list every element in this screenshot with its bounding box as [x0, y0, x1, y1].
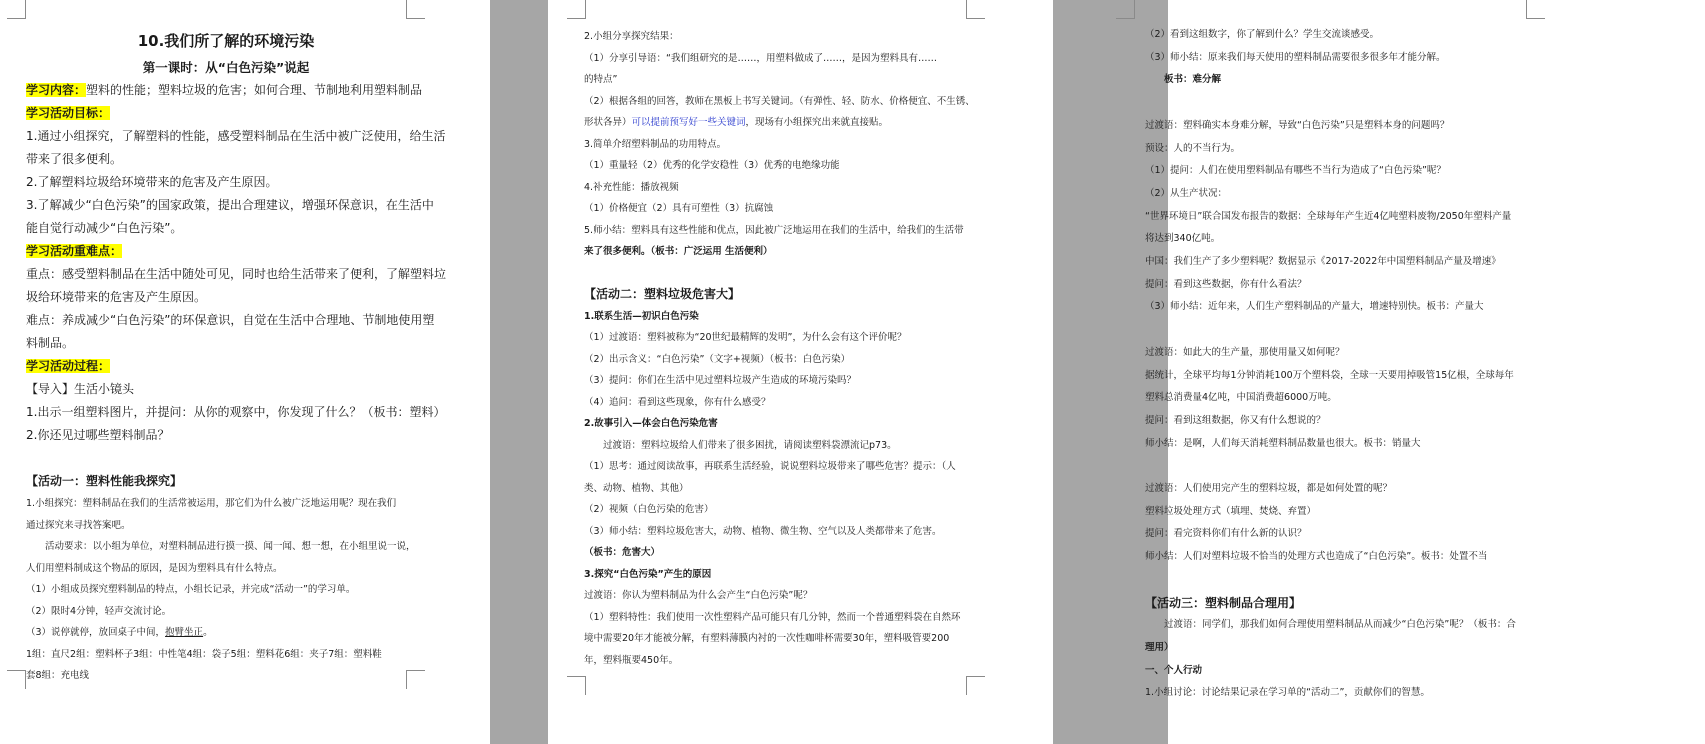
paragraph-line: 1.通过小组探究，了解塑料的性能，感受塑料制品在生活中被广泛使用，给生活	[26, 129, 446, 143]
paragraph-line: 据统计，全球平均每1分钟消耗100万个塑料袋，全球一天要用掉吸管15亿根，全球每年	[1145, 369, 1514, 381]
text-run: ，现场有小组探究出来就直接贴。	[745, 117, 889, 128]
goals-heading	[26, 102, 426, 125]
paragraph-line: 中国：我们生产了多少塑料呢？数据显示《2017-2022年中国塑料制品产量及增速》	[1145, 256, 1501, 268]
paragraph-line: （2）看到这组数字，你了解到什么？学生交流谈感受。	[1145, 29, 1380, 40]
paragraph-line: （4）追问：看到这些现象，你有什么感受？	[584, 396, 771, 408]
crop-mark	[406, 0, 425, 19]
paragraph-line: 2.小组分享探究结果：	[584, 31, 679, 42]
highlight-label: 学习内容：	[26, 83, 87, 97]
paragraph-line: 的特点”	[584, 74, 618, 85]
paragraph-line: 活动要求：以小组为单位，对塑料制品进行摸一摸、闻一闻、想一想，在小组里说一说，	[45, 541, 416, 552]
crop-mark	[7, 670, 26, 689]
paragraph-line: 5.师小结：塑料具有这些性能和优点，因此被广泛地运用在我们的生活中，给我们的生活带	[584, 224, 964, 236]
paragraph-line: 3.了解减少“白色污染”的国家政策，提出合理建议，增强环保意识，在生活中	[26, 198, 434, 212]
crop-mark	[966, 676, 985, 695]
paragraph-line: 1.小组讨论：讨论结果记录在学习单的“活动二”，贡献你们的智慧。	[1145, 687, 1430, 699]
paragraph-line: （1）分享引导语：“我们组研究的是……，用塑料做成了……，是因为塑料具有……	[584, 52, 937, 64]
paragraph-line: （1）价格便宜（2）具有可塑性（3）抗腐蚀	[584, 203, 774, 214]
document-title: 10.我们所了解的环境污染	[137, 32, 315, 50]
paragraph-line: 1.出示一组塑料图片，并提问：从你的观察中，你发现了什么？（板书：塑料）	[26, 405, 446, 419]
paragraph-line: 过渡语：塑料确实本身难分解，导致“白色污染”只是塑料本身的问题吗？	[1145, 119, 1450, 131]
paragraph-line: （2）根据各组的回答，教师在黑板上书写关键词。（有弹性、轻、防水、价格便宜、不生锈、	[584, 95, 975, 107]
paragraph-line: 1组：直尺2组：塑料杯子3组：中性笔4组：袋子5组：塑料花6组：夹子7组：塑料鞋	[26, 648, 382, 660]
paragraph-line: 塑料垃圾处理方式（填埋、焚烧、弃置）	[1145, 505, 1317, 517]
paragraph-line: 通过探究来寻找答案吧。	[26, 519, 131, 531]
paragraph-line: 理用）	[1145, 641, 1174, 653]
paragraph-line: 提问：看完资料你们有什么新的认识？	[1145, 528, 1307, 540]
highlight-label: 学习活动过程：	[26, 359, 111, 373]
board-note: 板书：难分解	[1164, 74, 1222, 86]
section-heading: 【活动三：塑料制品合理用】	[1145, 595, 1302, 610]
paragraph-line: （1）小组成员探究塑料制品的特点，小组长记录，并完成“活动一”的学习单。	[26, 584, 356, 595]
paragraph-line: （3）提问：你们在生活中见过塑料垃圾产生造成的环境污染吗？	[584, 375, 857, 386]
paragraph-line: 师小结：人们对塑料垃圾不恰当的处理方式也造成了“白色污染”。板书：处置不当	[1145, 551, 1488, 563]
document-page-1[interactable]	[0, 0, 490, 744]
process-heading	[26, 355, 426, 378]
crop-mark	[1526, 0, 1545, 19]
paragraph-line	[584, 112, 984, 134]
paragraph-line	[26, 622, 426, 644]
paragraph-line: 境中需要20年才能被分解，有塑料薄膜内衬的一次性咖啡杯需要30年，塑料吸管要200	[584, 633, 950, 644]
subsection-heading: 2.故事引入—体会白色污染危害	[584, 418, 718, 429]
paragraph-line: 难点：养成减少“白色污染”的环保意识，自觉在生活中合理地、节制地使用塑	[26, 313, 435, 327]
paragraph-line: 3.简单介绍塑料制品的功用特点。	[584, 138, 727, 150]
paragraph-line: 提问：看到这组数据，你又有什么想说的？	[1145, 414, 1326, 426]
subsection-heading: 一、个人行动	[1145, 664, 1203, 676]
paragraph-line: （3）师小结：塑料垃圾危害大，动物、植物、微生物、空气以及人类都带来了危害。	[584, 525, 942, 537]
empty-line	[1145, 569, 1570, 592]
crop-mark	[966, 0, 985, 19]
highlight-label: 学习活动目标：	[26, 106, 111, 120]
blue-note-text: 可以提前预写好一些关键词	[631, 117, 746, 128]
text-run: （3）说停就停，放回桌子中间，	[26, 627, 166, 638]
paragraph-line: （板书：危害大）	[584, 547, 661, 558]
text-run: 塑料的性能；塑料垃圾的危害；如何合理、节制地利用塑料制品	[86, 83, 423, 97]
lesson-subtitle: 第一课时：从“白色污染”说起	[142, 60, 310, 75]
underlined-text: 抱臂坐正	[165, 627, 204, 638]
subsection-heading: 1.联系生活—初识白色污染	[584, 310, 699, 322]
paragraph-line: 1.小组探究：塑料制品在我们的生活常被运用，那它们为什么被广泛地运用呢？现在我们	[26, 498, 397, 509]
page-1-text	[26, 26, 447, 687]
paragraph-line: （2）视频（白色污染的危害）	[584, 504, 714, 515]
paragraph-line: “世界环境日”联合国发布报告的数据：全球每年产生近4亿吨塑料废物/2050年塑料产量	[1145, 210, 1512, 222]
paragraph-line: 提问：看到这些数据，你有什么看法？	[1145, 278, 1307, 290]
paragraph-line: 类、动物、植物、其他）	[584, 482, 689, 494]
paragraph-line: 2.你还见过哪些塑料制品？	[26, 428, 170, 442]
page-gap-left	[490, 0, 548, 744]
crop-mark	[567, 676, 586, 695]
paragraph-line: （1）重量轻（2）优秀的化学安稳性（3）优秀的电绝缘功能	[584, 160, 840, 171]
crop-mark	[7, 0, 26, 19]
paragraph-line: 预设：人的不当行为。	[1145, 142, 1241, 154]
paragraph-line: 过渡语：同学们，那我们如何合理使用塑料制品从而减少“白色污染”呢？（板书：合	[1164, 619, 1516, 631]
paragraph-line: 能自觉行动减少“白色污染”。	[26, 221, 183, 235]
paragraph-line: 2.了解塑料垃圾给环境带来的危害及产生原因。	[26, 175, 278, 189]
crop-mark	[567, 0, 586, 19]
paragraph-line: 人们用塑料制成这个物品的原因，是因为塑料具有什么特点。	[26, 562, 283, 574]
paragraph-line: （1）过渡语：塑料被称为“20世纪最精辉的发明”，为什么会有这个评价呢？	[584, 332, 907, 343]
paragraph-line: （1）思考：通过阅读故事，再联系生活经验，说说塑料垃圾带来了哪些危害？提示：（人	[584, 461, 956, 472]
paragraph-line: （1）塑料特性：我们使用一次性塑料产品可能只有几分钟，然而一个普通塑料袋在自然环	[584, 611, 961, 623]
page-2-text	[584, 26, 984, 671]
empty-line	[1145, 319, 1570, 342]
empty-line	[1145, 455, 1570, 478]
empty-line	[584, 263, 984, 285]
content-line	[26, 79, 426, 102]
subsection-heading: 3.探究“白色污染”产生的原因	[584, 568, 712, 580]
paragraph-line: 带来了很多便利。	[26, 152, 123, 166]
paragraph-line: （2）限时4分钟，轻声交流讨论。	[26, 605, 172, 617]
paragraph-line: （2）从生产状况：	[1145, 187, 1228, 199]
text-run: 形状各异）	[584, 117, 632, 128]
paragraph-line: 圾给环境带来的危害及产生原因。	[26, 290, 207, 304]
paragraph-line: 来了很多便利。（板书：广泛运用 生活便利）	[584, 246, 773, 257]
section-heading: 【活动一：塑料性能我探究】	[26, 474, 183, 488]
text-run: 。	[203, 627, 213, 638]
paragraph-line: 师小结：是啊，人们每天消耗塑料制品数量也很大。板书：销量大	[1145, 437, 1421, 449]
paragraph-line: 重点：感受塑料制品在生活中随处可见，同时也给生活带来了便利，了解塑料垃	[26, 267, 447, 281]
paragraph-line: （2）出示含义：“白色污染”（文字+视频）（板书：白色污染）	[584, 353, 851, 365]
paragraph-line: 过渡语：人们使用完产生的塑料垃圾，都是如何处置的呢？	[1145, 483, 1393, 495]
document-page-3[interactable]	[1145, 0, 1705, 744]
empty-line	[1145, 92, 1570, 115]
paragraph-line: 料制品。	[26, 336, 75, 350]
key-heading	[26, 240, 426, 263]
paragraph-line: 塑料总消费量4亿吨，中国消费超6000万吨。	[1145, 392, 1337, 404]
paragraph-line: 将达到340亿吨。	[1145, 233, 1221, 245]
paragraph-line: （3）师小结：原来我们每天使用的塑料制品需要很多很多年才能分解。	[1145, 51, 1446, 63]
paragraph-line: 过渡语：你认为塑料制品为什么会产生“白色污染”呢？	[584, 590, 813, 601]
empty-line	[26, 447, 426, 470]
highlight-label: 学习活动重难点：	[26, 244, 123, 258]
paragraph-line: 套8组：充电线	[26, 670, 90, 681]
crop-mark	[1116, 0, 1135, 19]
paragraph-line: 【导入】生活小镜头	[26, 382, 135, 396]
paragraph-line: 过渡语：塑料垃圾给人们带来了很多困扰，请阅读塑料袋漂流记p73。	[603, 439, 897, 451]
page-3-text	[1145, 24, 1570, 705]
document-page-2[interactable]	[548, 0, 1053, 744]
paragraph-line: 4.补充性能：播放视频	[584, 181, 679, 193]
section-heading: 【活动二：塑料垃圾危害大】	[584, 287, 741, 301]
paragraph-line: （1）提问：人们在使用塑料制品有哪些不当行为造成了“白色污染”呢？	[1145, 165, 1446, 177]
paragraph-line: 年，塑料瓶要450年。	[584, 654, 679, 666]
paragraph-line: 过渡语：如此大的生产量，那使用量又如何呢？	[1145, 346, 1345, 358]
paragraph-line: （3）师小结：近年来，人们生产塑料制品的产量大，增速特别快。板书：产量大	[1145, 301, 1484, 313]
